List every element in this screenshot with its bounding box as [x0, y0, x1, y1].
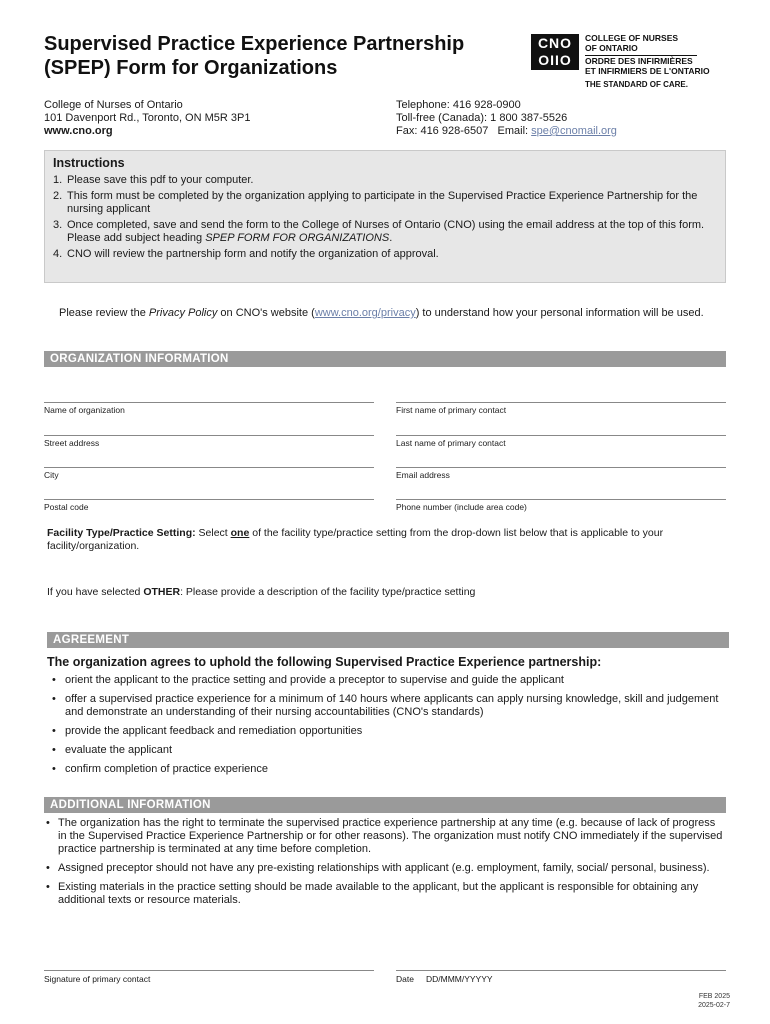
- email-address-field[interactable]: [396, 467, 726, 480]
- privacy-notice: Please review the Privacy Policy on CNO's website (www.cno.org/privacy) to understand how your personal information will be used.: [59, 307, 704, 319]
- field-label: Postal code: [44, 502, 89, 512]
- instructions-heading: Instructions: [53, 156, 125, 170]
- version-date: FEB 2025: [698, 993, 730, 1000]
- field-label: Email address: [396, 470, 450, 480]
- postal-code-field[interactable]: [44, 499, 374, 512]
- form-version: [680, 992, 730, 1010]
- phone-number-field[interactable]: [396, 499, 726, 512]
- list-item: • confirm completion of practice experience: [47, 763, 727, 776]
- logo-line-4: ET INFIRMIERS DE L'ONTARIO: [585, 65, 710, 76]
- city-field[interactable]: [44, 467, 374, 480]
- list-item: • The organization has the right to terminate the supervised practice experience partnership at any time (e.g. because of lack of progress in the Supervised Practice Experience Partnership or for other reasons). The organization must notify CNO immediately if the supervised practice partnership is terminated at any time before completion.: [44, 817, 724, 856]
- instructions-box: [44, 150, 726, 283]
- tollfree: Toll-free (Canada): 1 800 387-5526: [396, 112, 568, 124]
- email-label: Email:: [497, 125, 529, 137]
- instruction-item: 3. Once completed, save and send the form to the College of Nurses of Ontario (CNO) using the email address at the top of this form. Please add subject heading SPEP FORM FOR ORGANIZATIONS.: [53, 219, 705, 244]
- field-label: Name of organization: [44, 405, 125, 415]
- list-item: • offer a supervised practice experience for a minimum of 140 hours where applicants can apply nursing knowledge, skill and judgement and demonstrate an understanding of their nursing accountabilities (CNO's standards): [47, 693, 727, 719]
- additional-section-header: ADDITIONAL INFORMATION: [44, 797, 726, 813]
- signature-field[interactable]: [44, 970, 374, 984]
- instruction-item: 4. CNO will review the partnership form and notify the organization of approval.: [53, 248, 439, 260]
- street-address: 101 Davenport Rd., Toronto, ON M5R 3P1: [44, 112, 251, 124]
- fax-email-line: [396, 125, 617, 138]
- version-code: 2025-02-7: [698, 1002, 730, 1009]
- field-label: First name of primary contact: [396, 405, 507, 415]
- contact-numbers: [396, 99, 617, 138]
- field-label: Street address: [44, 438, 100, 448]
- logo-wordmark: [585, 34, 735, 76]
- additional-list: [44, 817, 724, 913]
- other-description-prompt: If you have selected OTHER: Please provide a description of the facility type/practice setting: [47, 586, 476, 598]
- email-link[interactable]: spe@cnomail.org: [531, 125, 617, 137]
- cno-logo: [531, 34, 731, 94]
- logo-line-3: ORDRE DES INFIRMIÈRES: [585, 56, 693, 66]
- logo-tagline: THE STANDARD OF CARE.: [585, 80, 688, 89]
- field-label: Date: [396, 974, 414, 984]
- field-label: City: [44, 470, 59, 480]
- organization-section-header: ORGANIZATION INFORMATION: [44, 351, 726, 367]
- instruction-item: 1. Please save this pdf to your computer.: [53, 174, 254, 186]
- privacy-link[interactable]: www.cno.org/privacy: [314, 307, 416, 319]
- agreement-section-header: AGREEMENT: [47, 632, 729, 648]
- telephone: Telephone: 416 928-0900: [396, 99, 521, 111]
- date-format-hint: DD/MMM/YYYYY: [425, 974, 493, 984]
- list-item: • provide the applicant feedback and remediation opportunities: [47, 725, 727, 738]
- first-name-field[interactable]: [396, 402, 726, 415]
- list-item: • evaluate the applicant: [47, 744, 727, 757]
- list-item: • Assigned preceptor should not have any pre-existing relationships with applicant (e.g. employment, family, social/ personal, business).: [44, 862, 724, 875]
- list-item: • orient the applicant to the practice setting and provide a preceptor to supervise and guide the applicant: [47, 674, 727, 687]
- org-name-field[interactable]: [44, 402, 374, 415]
- logo-line-2: OF ONTARIO: [585, 42, 638, 53]
- facility-type-instruction: Facility Type/Practice Setting: Select one of the facility type/practice setting from the drop-down list below that is applicable to your facility/organization.: [47, 527, 664, 552]
- street-address-field[interactable]: [44, 435, 374, 448]
- website-link[interactable]: www.cno.org: [44, 125, 113, 137]
- agreement-list: [47, 674, 727, 776]
- last-name-field[interactable]: [396, 435, 726, 448]
- cno-logo-mark: [531, 34, 579, 70]
- field-label: Phone number (include area code): [396, 502, 527, 512]
- org-name: College of Nurses of Ontario: [44, 99, 183, 111]
- logo-mark-bottom: OIIO: [538, 52, 572, 68]
- logo-line-1: COLLEGE OF NURSES: [585, 33, 679, 43]
- date-field[interactable]: [396, 970, 726, 984]
- form-title: Supervised Practice Experience Partnership (SPEP) Form for Organizations: [44, 33, 465, 79]
- field-label: Signature of primary contact: [44, 974, 151, 984]
- list-item: • Existing materials in the practice setting should be made available to the applicant, but the applicant is responsible for obtaining any additional texts or resource materials.: [44, 881, 724, 907]
- logo-mark-top: CNO: [537, 35, 573, 51]
- instruction-item: 2. This form must be completed by the organization applying to participate in the Supervised Practice Experience Partnership for the nursing applicant: [53, 190, 698, 215]
- contact-address: [44, 99, 250, 138]
- agreement-subheading: The organization agrees to uphold the following Supervised Practice Experience partnership:: [47, 655, 602, 669]
- fax: Fax: 416 928-6507: [396, 125, 489, 137]
- field-label: Last name of primary contact: [396, 438, 506, 448]
